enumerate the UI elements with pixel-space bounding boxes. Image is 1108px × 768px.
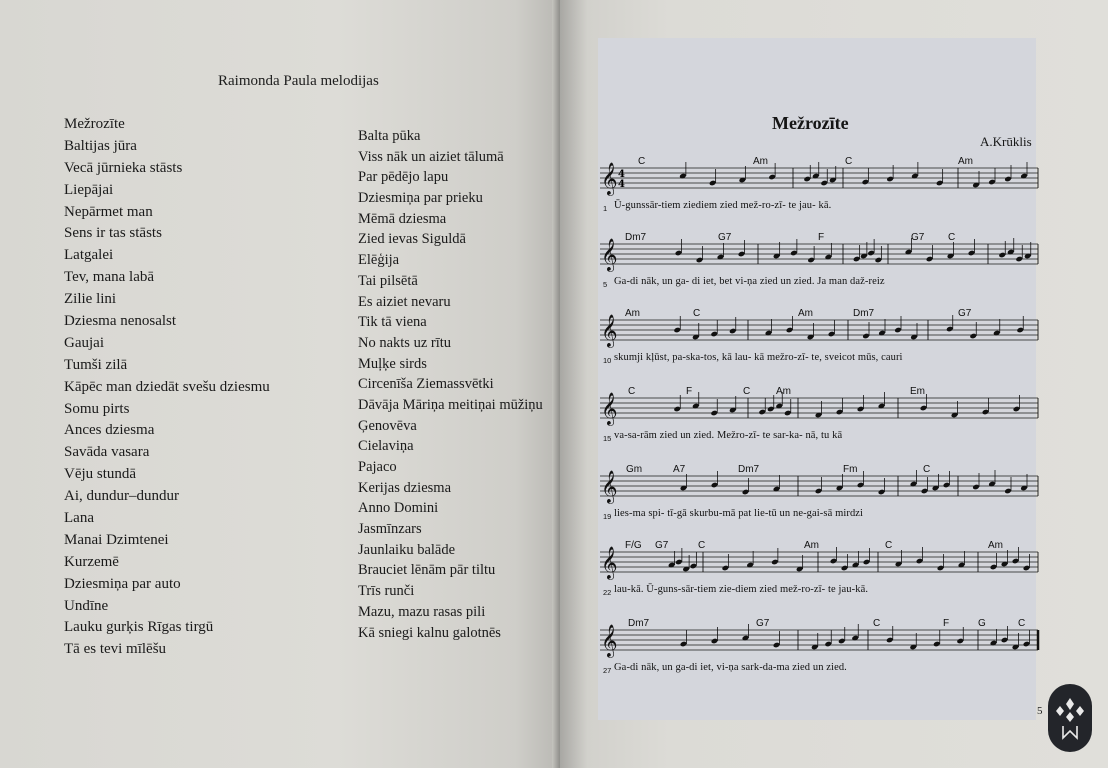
chord-symbol: C [923, 464, 931, 475]
chord-symbol: Am [804, 540, 819, 551]
toc-entry: Dāvāja Māriņa meitiņai mūžiņu [358, 396, 543, 413]
toc-entry: Par pēdējo lapu [358, 169, 449, 186]
toc-entry: Mežrozīte [64, 116, 125, 132]
toc-entry: Kerijas dziesma [358, 479, 452, 496]
toc-entry: Kā sniegi kalnu galotnēs [358, 624, 501, 641]
toc-entry: Baltijas jūra [64, 137, 137, 154]
chord-symbol: C [873, 618, 881, 629]
toc-entry: Vēju stundā [64, 466, 137, 483]
treble-clef-icon: 𝄞 [601, 314, 618, 347]
toc-entry: Mēmā dziesma [358, 210, 447, 227]
toc-entry: Tai pilsētā [358, 272, 418, 289]
chord-symbol: C [948, 232, 956, 243]
toc-entry: Trīs runči [358, 583, 415, 600]
staff [598, 388, 1044, 458]
toc-entry: Gaujai [64, 334, 104, 351]
toc-entry: Savāda vasara [64, 444, 150, 461]
chord-symbol: F [943, 618, 950, 629]
staff [598, 158, 1044, 228]
toc-entry: Tā es tevi mīlēšu [64, 641, 167, 658]
chord-symbol: C [693, 308, 701, 319]
treble-clef-icon: 𝄞 [601, 470, 618, 503]
staff [598, 542, 1044, 612]
measure-number: 15 [603, 434, 612, 443]
chord-symbol: F [686, 386, 693, 397]
staff [598, 310, 1044, 380]
toc-entry: Nepārmet man [64, 203, 153, 220]
chord-symbol: Am [958, 156, 973, 167]
toc-entry: Lana [64, 510, 94, 527]
toc-entry: Es aiziet nevaru [358, 293, 451, 310]
treble-clef-icon: 𝄞 [601, 392, 618, 425]
toc-entry: Muļķe sirds [358, 355, 427, 372]
page-number: 5 [1037, 705, 1043, 717]
lyrics-line: lies-ma spi- tī-gā skurbu-mā pat lie-tū un ne-gai-sā mirdzi [614, 508, 864, 519]
toc-entry: Dziesma nenosalst [64, 313, 177, 330]
measure-number: 1 [603, 204, 608, 213]
toc-title: Raimonda Paula melodijas [218, 73, 379, 89]
toc-entry: Ances dziesma [64, 422, 155, 439]
toc-entry: Pajaco [358, 459, 397, 475]
measure-number: 27 [603, 666, 612, 675]
lyrics-line: va-sa-rām zied un zied. Mežro-zī- te sar-ka- nā, tu kā [614, 430, 843, 441]
toc-entry: Zilie lini [64, 291, 117, 308]
toc-entry: Zied ievas Siguldā [358, 231, 466, 248]
chord-symbol: Am [798, 308, 813, 319]
chord-symbol: C [698, 540, 706, 551]
toc-entry: No nakts uz rītu [358, 334, 452, 351]
chord-symbol: C [628, 386, 636, 397]
measure-number: 5 [603, 280, 608, 289]
music-system [598, 466, 1044, 536]
measure-number: 22 [603, 588, 612, 597]
time-signature: 4 [618, 179, 625, 190]
chord-symbol: Fm [843, 464, 858, 475]
chord-symbol: Am [776, 386, 791, 397]
toc-entry: Dziesmiņa par auto [64, 575, 181, 592]
chord-symbol: C [638, 156, 646, 167]
toc-entry: Vecā jūrnieka stāsts [64, 159, 183, 176]
chord-symbol: C [743, 386, 751, 397]
chord-symbol: G7 [911, 232, 925, 243]
treble-clef-icon: 𝄞 [601, 238, 618, 271]
chord-symbol: Em [910, 386, 925, 397]
toc-entry: Tik tā viena [358, 314, 427, 331]
music-system [598, 542, 1044, 612]
chord-symbol: Dm7 [625, 232, 647, 243]
toc-entry: Ģenovēva [358, 417, 417, 434]
watermark-logo-icon [1048, 684, 1092, 752]
lyrics-line: Ū-gunssār-tiem ziediem zied mež-ro-zī- te jau- kā. [614, 200, 832, 211]
toc-column-1 [64, 114, 270, 661]
toc-entry: Tev, mana labā [64, 269, 155, 286]
staff [598, 466, 1044, 536]
music-system [598, 310, 1044, 380]
toc-entry: Latgalei [64, 247, 114, 264]
chord-symbol: Am [988, 540, 1003, 551]
lyrics-line: skumji kļūst, pa-ska-tos, kā lau- kā mežro-zī- te, sveicot mūs, cauri [614, 352, 903, 363]
treble-clef-icon: 𝄞 [601, 624, 618, 657]
chord-symbol: G7 [958, 308, 972, 319]
chord-symbol: Dm7 [628, 618, 650, 629]
toc-entry: Kurzemē [64, 553, 119, 570]
chord-symbol: G7 [718, 232, 732, 243]
staff [598, 620, 1044, 690]
music-system [598, 158, 1044, 228]
chord-symbol: A7 [673, 464, 686, 475]
measure-number: 19 [603, 512, 612, 521]
music-system [598, 620, 1044, 690]
chord-symbol: Gm [626, 464, 643, 475]
chord-symbol: C [1018, 618, 1026, 629]
chord-symbol: G [978, 618, 986, 629]
toc-entry: Somu pirts [64, 400, 130, 417]
toc-entry: Sens ir tas stāsts [64, 225, 162, 242]
toc-entry: Kāpēc man dziedāt svešu dziesmu [64, 378, 270, 395]
treble-clef-icon: 𝄞 [601, 162, 618, 195]
measure-number: 10 [603, 356, 612, 365]
toc-entry: Cielaviņa [358, 438, 414, 455]
toc-entry: Circenīša Ziemassvētki [358, 376, 494, 393]
chord-symbol: F [818, 232, 825, 243]
toc-entry: Anno Domini [358, 500, 439, 517]
lyrics-line: Ga-di nāk, un ga-di iet, vi-ņa sark-da-ma zied un zied. [614, 662, 847, 673]
song-title: Mežrozīte [772, 113, 849, 133]
lyrics-line: Ga-di nāk, un ga- di iet, bet vi-ņa zied un zied. Ja man daž-reiz [614, 276, 885, 287]
music-system [598, 234, 1044, 304]
chord-symbol: G7 [655, 540, 669, 551]
toc-entry: Lauku gurķis Rīgas tirgū [64, 619, 214, 636]
chord-symbol: Dm7 [853, 308, 875, 319]
composer-credit: A.Krūklis [980, 134, 1032, 149]
toc-entry: Dziesmiņa par prieku [358, 190, 483, 207]
lyrics-line: lau-kā. Ū-guns-sār-tiem zie-diem zied mež-ro-zī- te jau-kā. [614, 584, 869, 595]
toc-entry: Brauciet lēnām pār tiltu [358, 562, 496, 579]
chord-symbol: C [845, 156, 853, 167]
toc-entry: Undīne [64, 597, 109, 614]
chord-symbol: Am [753, 156, 768, 167]
chord-symbol: Dm7 [738, 464, 760, 475]
chord-symbol: Am [625, 308, 640, 319]
toc-entry: Elēģija [358, 252, 400, 269]
toc-entry: Viss nāk un aiziet tālumā [358, 148, 504, 165]
toc-column-2 [358, 126, 543, 643]
toc-entry: Manai Dzimtenei [64, 531, 169, 548]
toc-entry: Jasmīnzars [358, 521, 422, 538]
toc-entry: Liepājai [64, 181, 114, 198]
chord-symbol: F/G [625, 540, 642, 551]
chord-symbol: C [885, 540, 893, 551]
staff [598, 234, 1044, 304]
toc-entry: Jaunlaiku balāde [358, 541, 456, 558]
chord-symbol: G7 [756, 618, 770, 629]
toc-entry: Ai, dundur–dundur [64, 488, 179, 505]
toc-entry: Tumši zilā [64, 356, 128, 373]
toc-entry: Mazu, mazu rasas pili [358, 603, 486, 620]
toc-entry: Balta pūka [358, 128, 421, 144]
treble-clef-icon: 𝄞 [601, 546, 618, 579]
time-signature: 4 [618, 169, 625, 180]
music-system [598, 388, 1044, 458]
